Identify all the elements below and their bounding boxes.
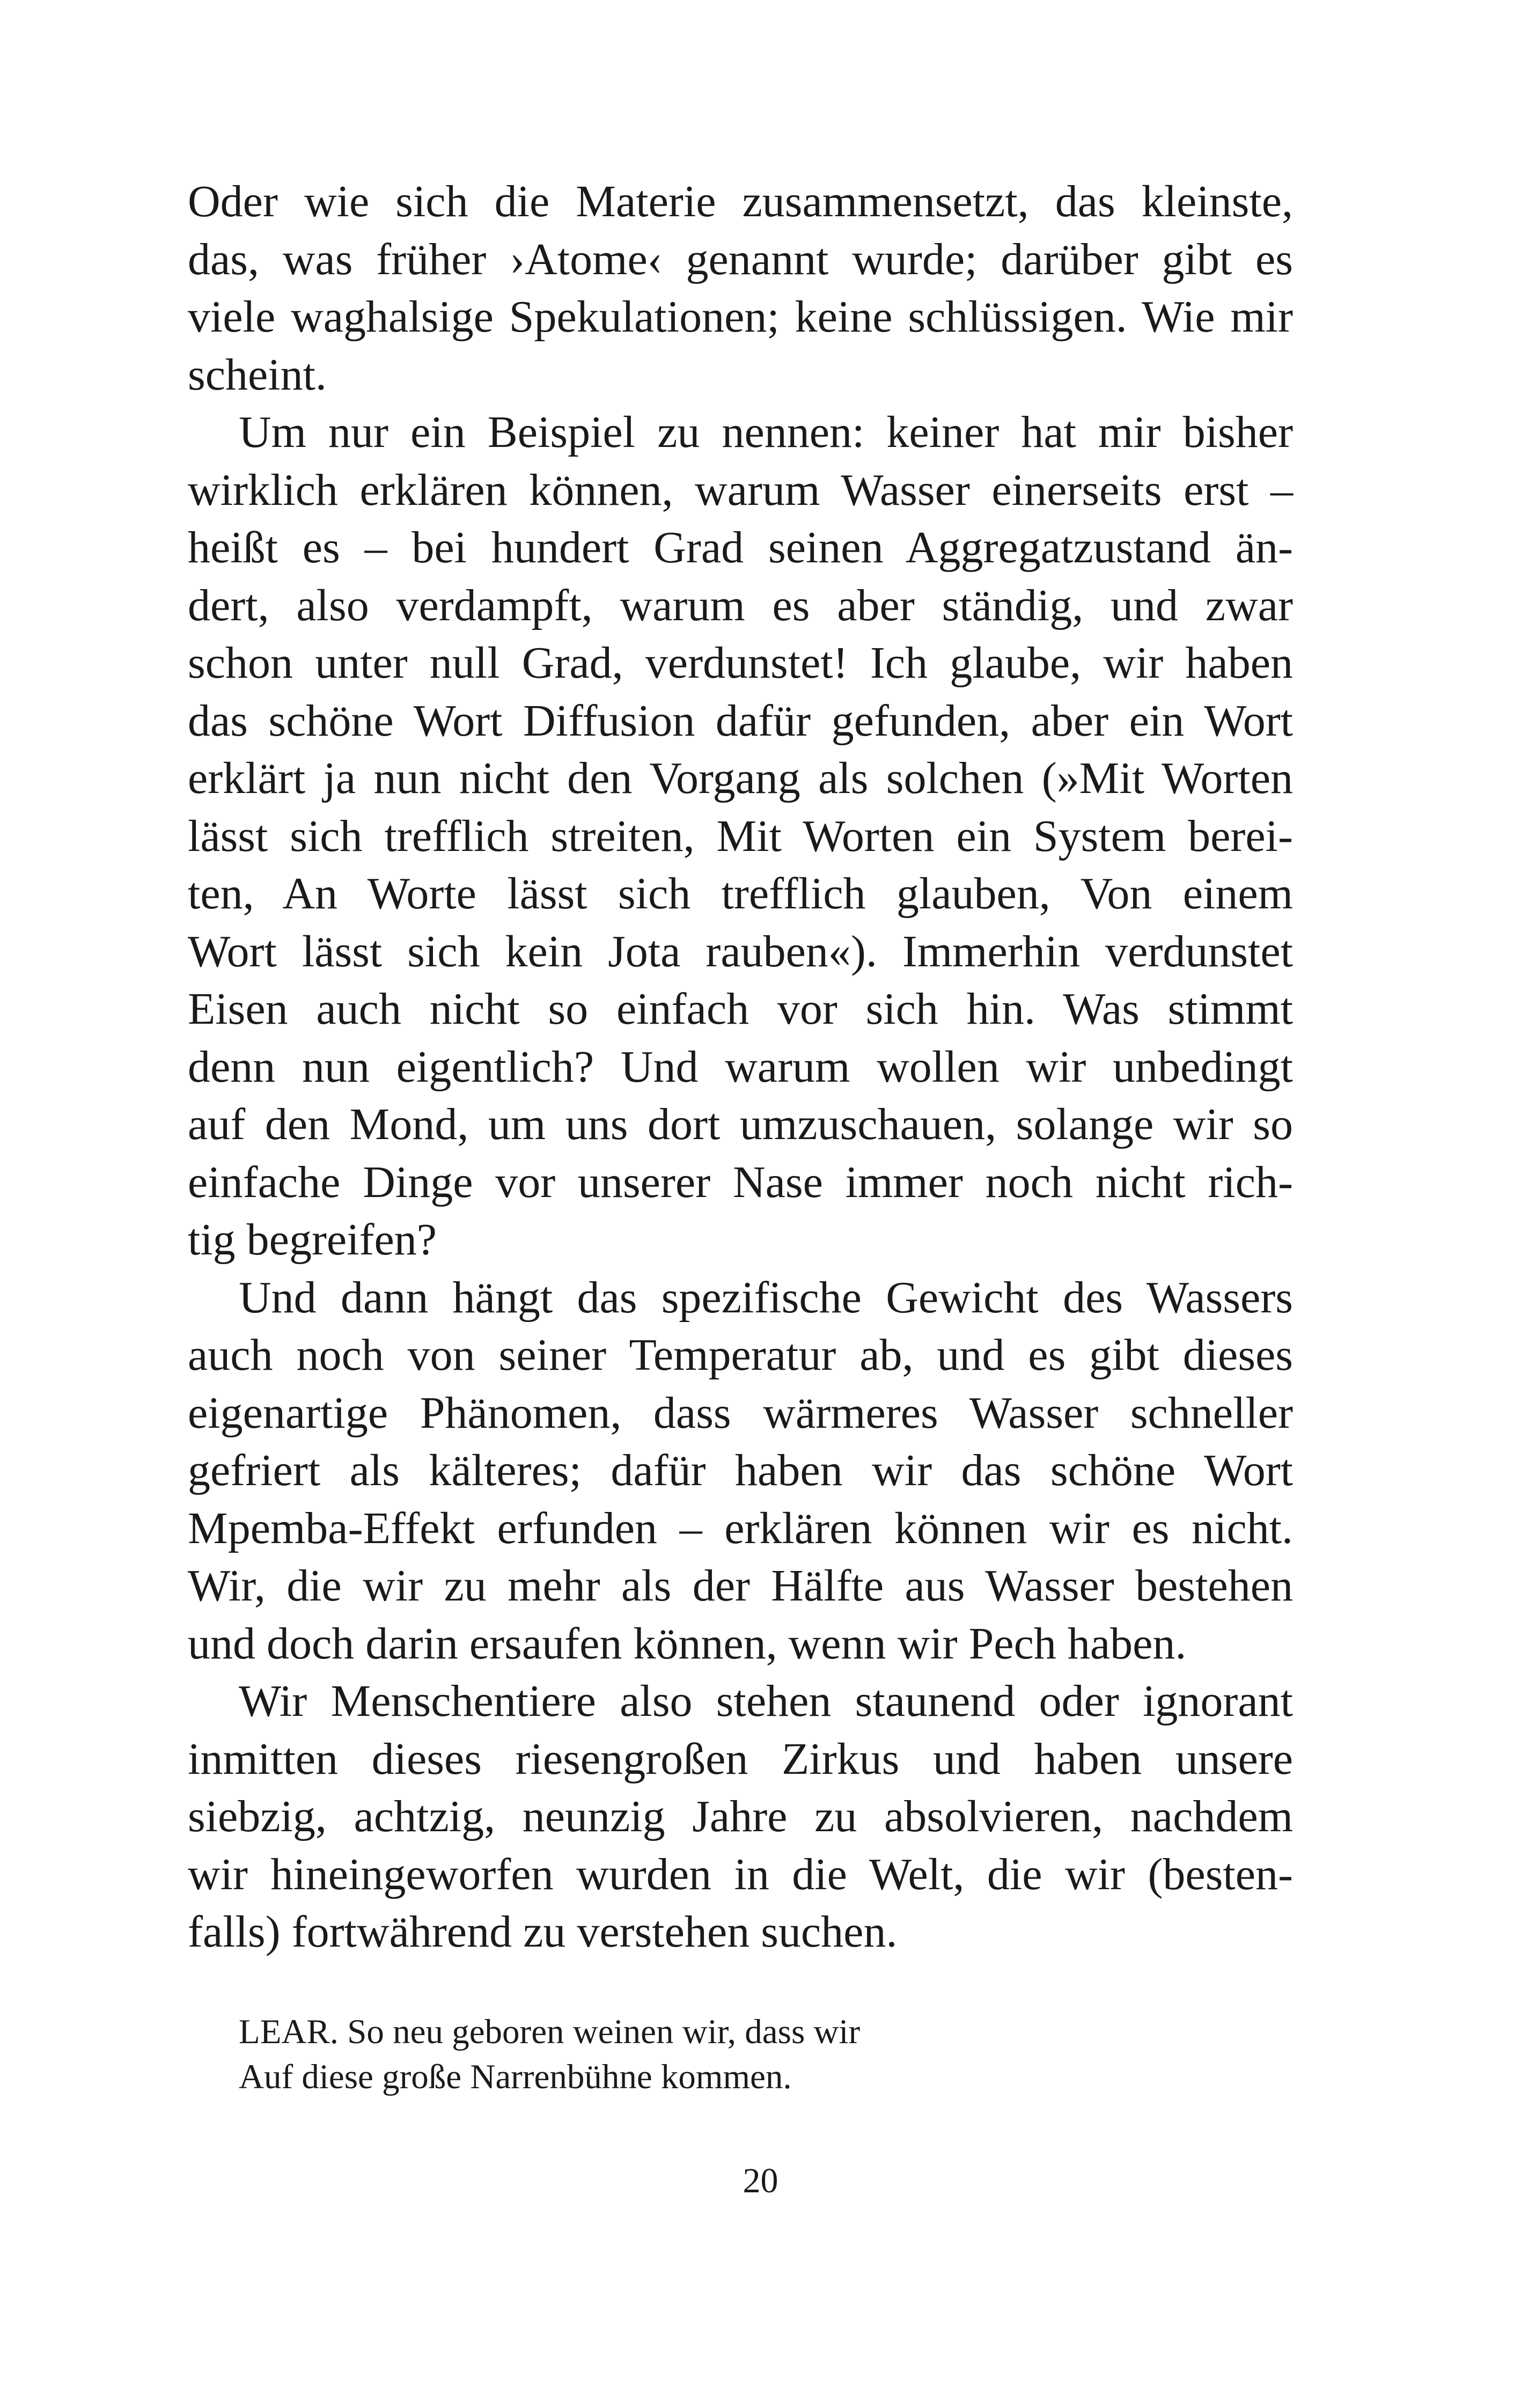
block-quote xyxy=(239,2009,1151,2099)
text-line: wir hineingeworfen wurden in die Welt, die wir (besten- xyxy=(188,1849,1293,1899)
paragraph xyxy=(188,1672,1293,1961)
text-line: und doch darin ersaufen können, wenn wir Pech haben. xyxy=(188,1618,1187,1669)
text-line: viele waghalsige Spekulationen; keine schlüssigen. Wie mir xyxy=(188,292,1293,342)
text-line: lässt sich trefflich streiten, Mit Worten ein System berei- xyxy=(188,811,1293,861)
text-line: wirklich erklären können, warum Wasser einerseits erst – xyxy=(188,465,1293,515)
text-line: auf den Mond, um uns dort umzuschauen, solange wir so xyxy=(188,1099,1293,1149)
text-line: dert, also verdampft, warum es aber ständig, und zwar xyxy=(188,580,1293,630)
text-line: falls) fortwährend zu verstehen suchen. xyxy=(188,1907,898,1957)
paragraph xyxy=(188,403,1293,1269)
text-line: inmitten dieses riesengroßen Zirkus und haben unsere xyxy=(188,1734,1293,1784)
text-line: Um nur ein Beispiel zu nennen: keiner hat mir bisher xyxy=(239,407,1293,457)
quote-line: LEAR. So neu geboren weinen wir, dass wir xyxy=(239,2013,861,2051)
text-line: Wir Menschentiere also stehen staunend oder ignorant xyxy=(239,1676,1293,1726)
text-line: Wort lässt sich kein Jota rauben«). Immerhin verdunstet xyxy=(188,926,1293,977)
text-line: erklärt ja nun nicht den Vorgang als solchen (»Mit Worten xyxy=(188,753,1293,803)
text-line: schon unter null Grad, verdunstet! Ich glaube, wir haben xyxy=(188,638,1293,688)
quote-line: Auf diese große Narrenbühne kommen. xyxy=(239,2058,792,2096)
paragraph xyxy=(188,173,1293,403)
page-number: 20 xyxy=(743,2161,778,2200)
text-line: einfache Dinge vor unserer Nase immer noch nicht rich- xyxy=(188,1157,1293,1207)
text-line: gefriert als kälteres; dafür haben wir das schöne Wort xyxy=(188,1445,1293,1495)
text-line: auch noch von seiner Temperatur ab, und es gibt dieses xyxy=(188,1330,1293,1380)
text-line: scheint. xyxy=(188,349,327,400)
text-line: Eisen auch nicht so einfach vor sich hin. Was stimmt xyxy=(188,984,1293,1034)
text-line: denn nun eigentlich? Und warum wollen wir unbedingt xyxy=(188,1041,1293,1092)
text-line: Oder wie sich die Materie zusammensetzt, das kleinste, xyxy=(188,177,1293,226)
text-line: das schöne Wort Diffusion dafür gefunden, aber ein Wort xyxy=(188,695,1293,746)
paragraph xyxy=(188,1269,1293,1673)
text-line: heißt es – bei hundert Grad seinen Aggregatzustand än- xyxy=(188,523,1293,572)
text-line: Und dann hängt das spezifische Gewicht des Wassers xyxy=(239,1272,1293,1323)
text-line: das, was früher ›Atome‹ genannt wurde; darüber gibt es xyxy=(188,234,1293,284)
text-line: siebzig, achtzig, neunzig Jahre zu absolvieren, nachdem xyxy=(188,1792,1293,1841)
body-text xyxy=(188,173,1293,1961)
text-line: Wir, die wir zu mehr als der Hälfte aus Wasser bestehen xyxy=(188,1561,1293,1611)
text-line: eigenartige Phänomen, dass wärmeres Wasser schneller xyxy=(188,1387,1293,1438)
text-line: Mpemba-Effekt erfunden – erklären können wir es nicht. xyxy=(188,1503,1293,1553)
text-line: ten, An Worte lässt sich trefflich glauben, Von einem xyxy=(188,869,1293,919)
text-line: tig begreifen? xyxy=(188,1215,437,1265)
